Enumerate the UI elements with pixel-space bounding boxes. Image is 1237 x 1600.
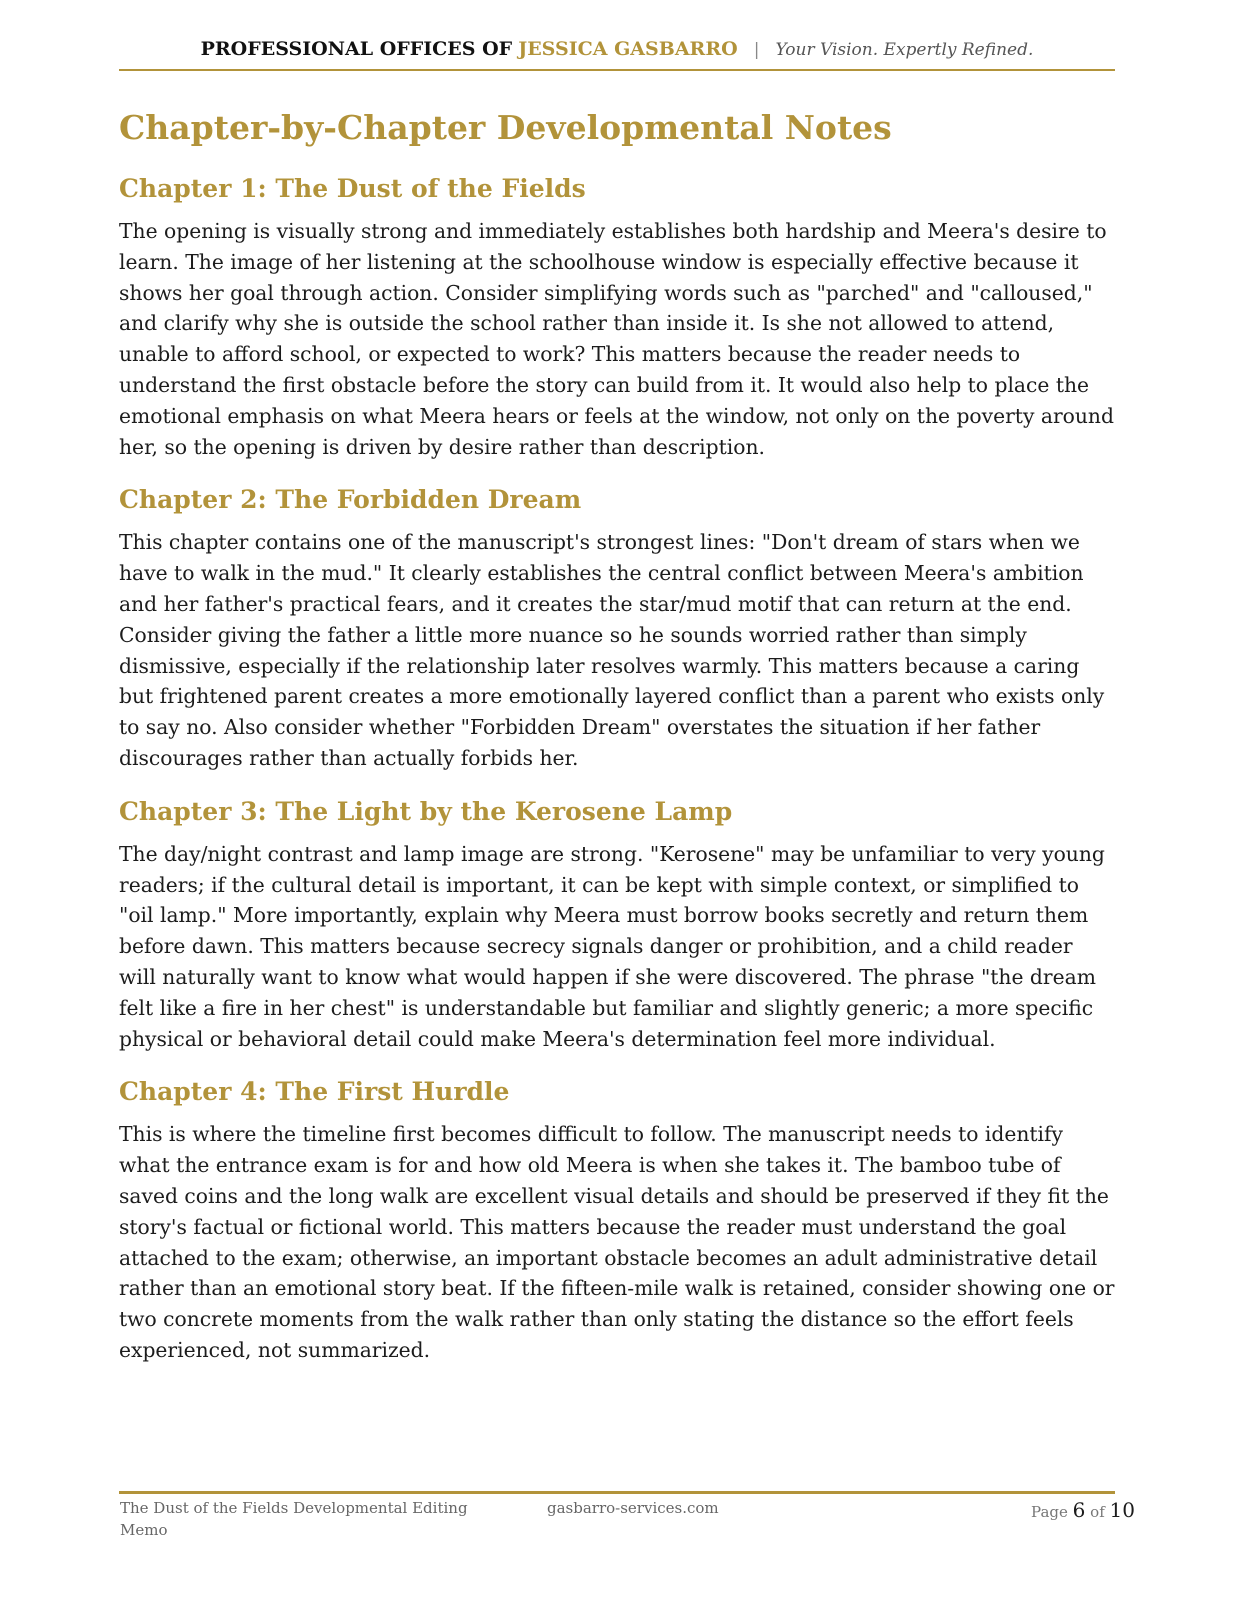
chapter-heading: Chapter 4: The First Hurdle [119, 1077, 510, 1107]
chapter-heading: Chapter 1: The Dust of the Fields [119, 174, 586, 203]
chapter-section-4 [119, 1075, 1115, 1365]
chapter-body: The day/night contrast and lamp image are strong. "Kerosene" may be unfamiliar to very young readers; if the cultural detail is important, it can be kept with simple context, or simplified to "oil lamp." More importantly, explain why Meera must borrow books secretly and return them before dawn. This matters because secrecy signals danger or prohibition, and a child reader will naturally want to know what would happen if she were discovered. The phrase "the dream felt like a fire in her chest" is understandable but familiar and slightly generic; a more specific physical or behavioral detail could make Meera's determination feel more individual. [119, 841, 1105, 1051]
chapter-body: This chapter contains one of the manuscript's strongest lines: "Don't dream of stars when we have to walk in the mud." It clearly establishes the central conflict between Meera's ambition and her father's practical fears, and it creates the star/mud motif that can return at the end. Consider giving the father a little more nuance so he sounds worried rather than simply dismissive, especially if the relationship later resolves warmly. This matters because a caring but frightened parent creates a more emotionally layered conflict than a parent who exists only to say no. Also consider whether "Forbidden Dream" overstates the situation if her father discourages rather than actually forbids her. [119, 530, 1105, 770]
chapter-body: The opening is visually strong and immediately establishes both hardship and Meera's desire to learn. The image of her listening at the schoolhouse window is especially effective because it shows her goal through action. Consider simplifying words such as "parched" and "calloused," and clarify why she is outside the school rather than inside it. Is she not allowed to attend, unable to afford school, or expected to work? This matters because the reader needs to understand the first obstacle before the story can build from it. It would also help to place the emotional emphasis on what Meera hears or feels at the window, not only on the poverty around her, so the opening is driven by desire rather than description. [119, 219, 1114, 459]
header-divider [119, 69, 1115, 71]
footer-divider [119, 1491, 1115, 1494]
chapter-body: This is where the timeline first becomes difficult to follow. The manuscript needs to identify what the entrance exam is for and how old Meera is when she takes it. The bamboo tube of saved coins and the long walk are excellent visual details and should be preserved if they fit the story's factual or fictional world. This matters because the reader must understand the goal attached to the exam; otherwise, an important obstacle becomes an adult administrative detail rather than an emotional story beat. If the fifteen-mile walk is retained, consider showing one or two concrete moments from the walk rather than only stating the distance so the effort feels experienced, not summarized. [119, 1122, 1115, 1362]
header-tagline: Your Vision. Expertly Refined. [775, 40, 1034, 60]
document-page [119, 0, 1135, 1600]
firm-prefix: PROFESSIONAL OFFICES OF [200, 38, 513, 60]
chapter-section-1 [119, 172, 1115, 462]
page-header [119, 36, 1115, 63]
chapter-section-3 [119, 795, 1115, 1055]
firm-name: JESSICA GASBARRO [518, 38, 738, 60]
page-total: 10 [1109, 1498, 1135, 1522]
page-number [1031, 1497, 1135, 1525]
footer-doc-title: The Dust of the Fields Developmental Editing Memo [120, 1499, 468, 1539]
of-word: of [1090, 1503, 1105, 1521]
chapter-section-2 [119, 483, 1115, 773]
page-current: 6 [1072, 1498, 1086, 1522]
page-word: Page [1031, 1503, 1068, 1521]
chapter-heading: Chapter 2: The Forbidden Dream [119, 485, 582, 515]
page-title: Chapter-by-Chapter Developmental Notes [119, 108, 892, 147]
chapter-heading: Chapter 3: The Light by the Kerosene Lamp [119, 796, 733, 826]
header-separator: | [753, 40, 760, 60]
page-content [119, 106, 1115, 1387]
footer-website: gasbarro-services.com [547, 1499, 719, 1517]
